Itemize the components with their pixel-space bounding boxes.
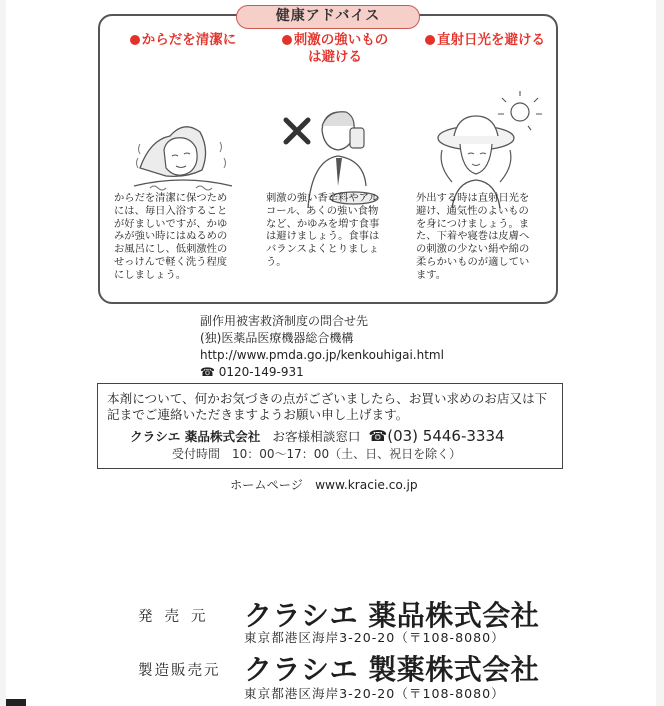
relief-phone: ☎ 0120-149-931 — [200, 365, 304, 379]
contact-company-line — [130, 426, 505, 445]
advice-heading: からだを清潔に — [110, 32, 256, 70]
distributor-role: 発売元 — [138, 609, 218, 625]
crop-mark — [6, 699, 26, 706]
advice-body: 刺激の強い香辛料やアル コール、あくの強い食物 など、かゆみを増す食事 は避けましょう。食事は バランスよくとりましょ う。 — [266, 192, 380, 268]
manufacturer-role: 製造販売元 — [138, 663, 221, 679]
relief-title: 副作用被害救済制度の問合せ先 — [200, 314, 369, 328]
bullet-icon — [130, 35, 140, 45]
relief-url: http://www.pmda.go.jp/kenkouhigai.html — [200, 348, 444, 362]
relief-organization: (独)医薬品医療機器総合機構 — [200, 331, 354, 345]
bullet-icon — [425, 35, 435, 45]
advice-column-avoid-irritants — [262, 32, 408, 268]
advice-body: からだを清潔に保つため には、毎日入浴すること が好ましいですが、かゆ みが強い時にはぬるめの お風呂にし、低刺激性の せっけんで軽く洗う程度 にしましょう。 — [114, 192, 228, 281]
contact-box — [97, 383, 563, 469]
advice-column-cleanliness — [110, 32, 256, 281]
contact-message: 本剤について、何かお気づきの点がございましたら、お買い求めのお店又は下記までご連絡いただきますようお願い申し上げます。 — [107, 391, 548, 422]
contact-hours: 受付時間 10：00～17：00（土、日、祝日を除く） — [172, 447, 462, 461]
advice-heading: 直射日光を避ける — [412, 32, 558, 70]
homepage-line: ホームページ www.kracie.co.jp — [230, 478, 418, 492]
contact-phone: ☎(03) 5446-3334 — [368, 427, 505, 445]
advice-body: 外出する時は直射日光を 避け、通気性のよいもの を身につけましょう。ま た、下着や寝巻は皮膚へ の刺激の少ない絹や綿の 柔らかいものが適してい ます。 — [416, 192, 530, 281]
advice-heading: 刺激の強いもの は避ける — [262, 32, 408, 70]
manufacturer-address: 東京都港区海岸3-20-20（〒108-8080） — [244, 686, 505, 701]
relief-system-contact — [200, 313, 444, 381]
distributor-address: 東京都港区海岸3-20-20（〒108-8080） — [244, 630, 505, 645]
health-advice-title: 健康アドバイス — [236, 5, 420, 29]
contact-company: クラシエ 薬品株式会社 — [130, 429, 261, 444]
bullet-icon — [282, 35, 292, 45]
distributor-name: クラシエ 薬品株式会社 — [244, 599, 540, 632]
contact-desk: お客様相談窓口 — [272, 429, 361, 444]
manufacturer-name: クラシエ 製薬株式会社 — [244, 653, 540, 686]
advice-column-sunlight — [412, 32, 558, 281]
